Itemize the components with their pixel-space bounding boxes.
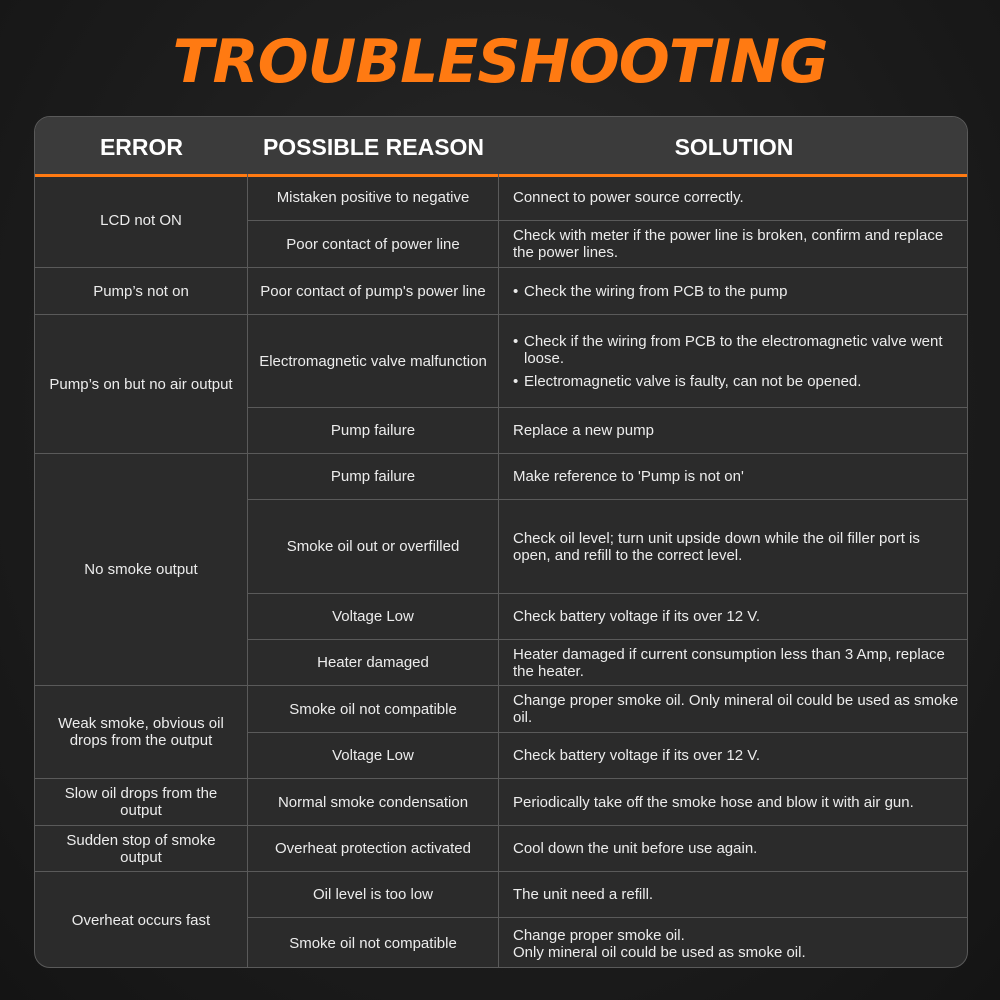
error-text: Sudden stop of smoke output <box>66 831 216 866</box>
header-possible-reason: POSSIBLE REASON <box>262 134 485 160</box>
solution-text: Make reference to 'Pump is not on' <box>513 468 744 485</box>
error-cell <box>35 453 248 685</box>
solution-text: Check the wiring from PCB to the pump <box>524 282 788 300</box>
error-text: Pump’s not on <box>93 282 189 300</box>
reason-cell <box>248 499 499 593</box>
solution-text: Periodically take off the smoke hose and blow it with air gun. <box>513 793 914 811</box>
reason-text: Smoke oil not compatible <box>289 700 457 718</box>
solution-cell <box>499 917 968 968</box>
header-error: ERROR <box>99 134 184 160</box>
error-text: Slow oil drops from the output <box>64 785 218 819</box>
error-cell <box>35 685 248 778</box>
solution-cell <box>499 453 968 499</box>
reason-cell <box>248 825 499 871</box>
error-cell <box>35 825 248 871</box>
reason-text: Poor contact of pump's power line <box>260 282 486 300</box>
solution-cell <box>499 685 968 732</box>
solution-cell <box>499 778 968 825</box>
error-cell <box>35 267 248 314</box>
solution-text: Check battery voltage if its over 12 V. <box>513 608 761 625</box>
reason-text: Voltage Low <box>332 608 414 625</box>
error-text: Pump’s on but no air output <box>49 375 233 393</box>
troubleshooting-table <box>34 116 968 968</box>
error-cell <box>35 174 248 267</box>
solution-cell <box>499 314 968 407</box>
reason-cell <box>248 917 499 968</box>
reason-cell <box>248 871 499 917</box>
reason-text: Voltage Low <box>332 747 414 764</box>
reason-text: Normal smoke condensation <box>277 793 469 811</box>
reason-text: Heater damaged <box>317 654 429 671</box>
solution-cell <box>499 174 968 220</box>
bullet-item <box>513 283 787 300</box>
reason-text: Smoke oil not compatible <box>289 935 457 952</box>
bullet-item <box>513 373 959 390</box>
error-text: No smoke output <box>84 561 198 578</box>
reason-cell <box>248 453 499 499</box>
solution-cell <box>499 499 968 593</box>
page-title: TROUBLESHOOTING <box>172 27 828 97</box>
solution-cell <box>499 732 968 778</box>
reason-text: Oil level is too low <box>312 886 434 903</box>
bullet-dot-icon: • <box>513 372 519 390</box>
reason-cell <box>248 732 499 778</box>
error-cell <box>35 314 248 453</box>
reason-text: Poor contact of power line <box>286 235 460 253</box>
solution-cell <box>499 407 968 453</box>
reason-cell <box>248 174 499 220</box>
solution-lines <box>513 927 806 961</box>
error-text: LCD not ON <box>100 212 182 229</box>
solution-text: Change proper smoke oil. <box>513 926 685 944</box>
solution-text: Check oil level; turn unit upside down while the oil filler port is open, and refill to the correct level. <box>513 529 920 564</box>
solution-cell <box>499 871 968 917</box>
reason-cell <box>248 314 499 407</box>
reason-cell <box>248 685 499 732</box>
solution-text: Change proper smoke oil. Only mineral oil could be used as smoke oil. <box>513 692 959 726</box>
reason-text: Pump failure <box>330 468 416 485</box>
table-header <box>35 117 968 177</box>
error-cell <box>35 871 248 968</box>
solution-text: The unit need a refill. <box>513 886 654 903</box>
bullet-list <box>513 333 959 390</box>
reason-cell <box>248 593 499 639</box>
solution-text: Replace a new pump <box>513 422 654 439</box>
reason-cell <box>248 639 499 685</box>
error-cell <box>35 778 248 825</box>
reason-cell <box>248 407 499 453</box>
error-text: Overheat occurs fast <box>71 912 211 929</box>
reason-text: Pump failure <box>330 422 416 439</box>
error-text: Weak smoke, obvious oil drops from the output <box>58 715 224 749</box>
solution-text: Connect to power source correctly. <box>513 188 744 206</box>
solution-text: Check if the wiring from PCB to the electromagnetic valve went loose. <box>524 332 943 367</box>
bullet-dot-icon: • <box>513 282 519 300</box>
reason-cell <box>248 778 499 825</box>
bullet-dot-icon: • <box>513 332 519 350</box>
reason-text: Mistaken positive to negative <box>276 188 470 206</box>
reason-cell <box>248 220 499 267</box>
bullet-item <box>513 333 959 367</box>
reason-text: Electromagnetic valve malfunction <box>259 352 487 370</box>
solution-cell <box>499 267 968 314</box>
solution-text: Electromagnetic valve is faulty, can not be opened. <box>524 372 862 390</box>
solution-cell <box>499 639 968 685</box>
solution-text: Check battery voltage if its over 12 V. <box>513 747 761 764</box>
solution-text: Cool down the unit before use again. <box>513 840 758 857</box>
solution-text: Heater damaged if current consumption less than 3 Amp, replace the heater. <box>513 645 945 680</box>
header-solution: SOLUTION <box>674 134 794 160</box>
solution-text: Only mineral oil could be used as smoke oil. <box>513 943 806 961</box>
reason-text: Overheat protection activated <box>275 840 471 857</box>
solution-cell <box>499 593 968 639</box>
solution-cell <box>499 825 968 871</box>
solution-cell <box>499 220 968 267</box>
solution-text: Check with meter if the power line is broken, confirm and replace the power lines. <box>513 227 944 261</box>
reason-text: Smoke oil out or overfilled <box>286 538 460 555</box>
reason-cell <box>248 267 499 314</box>
